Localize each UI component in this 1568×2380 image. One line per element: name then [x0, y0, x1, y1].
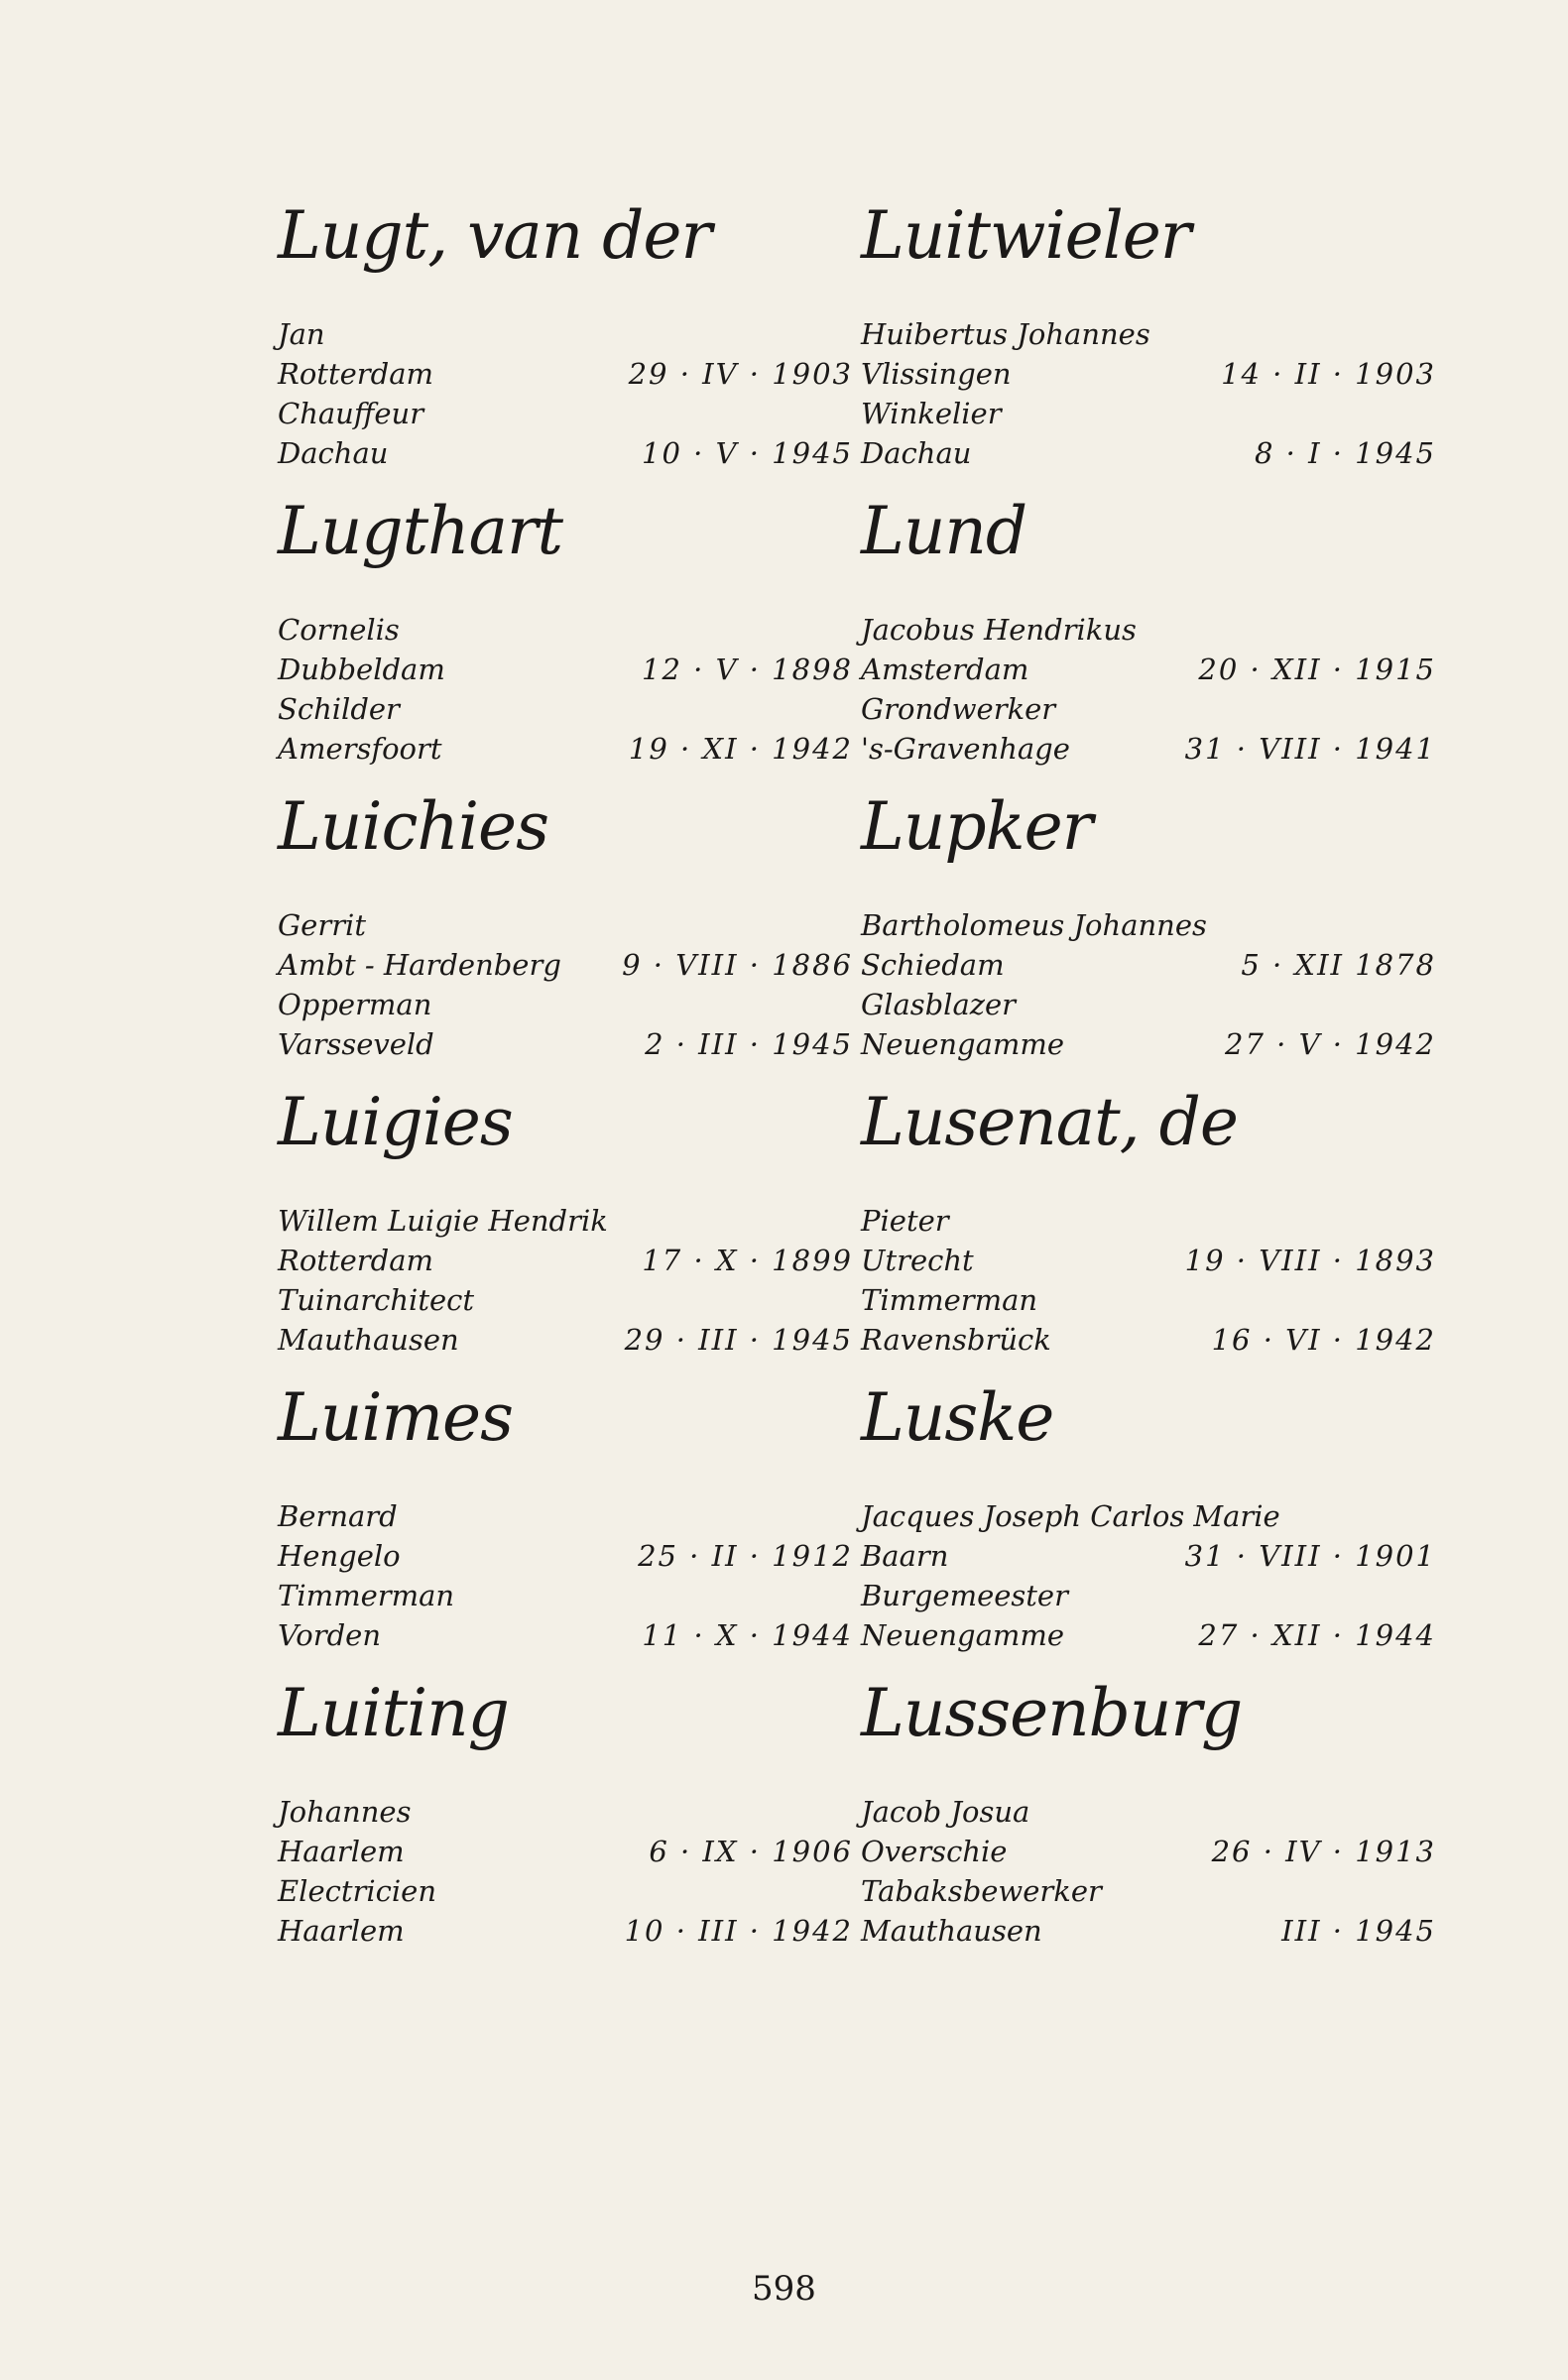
entry-luichies — [278, 788, 853, 1090]
death-line — [861, 433, 1436, 473]
death-date: 8 · I · 1945 — [1254, 436, 1436, 470]
death-date: 19 · XI · 1942 — [628, 732, 853, 766]
death-place: Dachau — [861, 436, 972, 470]
given-names: Huibertus Johannes — [861, 317, 1150, 351]
entry-luske — [861, 1379, 1436, 1681]
death-date: 2 · III · 1945 — [645, 1027, 853, 1061]
birth-date: 12 · V · 1898 — [642, 653, 853, 686]
left-column — [278, 197, 853, 1976]
surname: Lussenburg — [861, 1675, 1243, 1751]
given-names: Jacques Joseph Carlos Marie — [861, 1499, 1280, 1533]
death-date: 31 · VIII · 1941 — [1184, 732, 1436, 766]
death-line — [278, 433, 853, 473]
surname: Lund — [861, 493, 1027, 569]
death-date: 29 · III · 1945 — [624, 1323, 853, 1357]
surname: Lupker — [861, 788, 1093, 865]
birth-date: 26 · IV · 1913 — [1211, 1835, 1436, 1868]
given-names: Cornelis — [278, 613, 400, 647]
entry-luimes — [278, 1379, 853, 1681]
death-line — [861, 1024, 1436, 1064]
surname: Luitwieler — [861, 197, 1191, 274]
death-line — [861, 1320, 1436, 1360]
given-names: Bartholomeus Johannes — [861, 908, 1207, 942]
birth-line — [278, 1832, 853, 1871]
occupation: Burgemeester — [861, 1579, 1068, 1612]
occupation: Timmerman — [278, 1579, 455, 1612]
death-date: 10 · V · 1945 — [642, 436, 853, 470]
death-place: Dachau — [278, 436, 389, 470]
death-line — [861, 1615, 1436, 1655]
birth-date: 25 · II · 1912 — [638, 1539, 853, 1573]
death-place: Mauthausen — [861, 1914, 1042, 1948]
birth-place: Baarn — [861, 1539, 949, 1573]
birth-place: Hengelo — [278, 1539, 401, 1573]
birth-place: Amsterdam — [861, 653, 1029, 686]
birth-line — [861, 354, 1436, 394]
death-place: Ravensbrück — [861, 1323, 1051, 1357]
entry-lugthart — [278, 493, 853, 794]
entry-lussenburg — [861, 1675, 1436, 1976]
surname: Luimes — [278, 1379, 513, 1456]
death-line — [278, 1024, 853, 1064]
death-date: 27 · XII · 1944 — [1198, 1618, 1436, 1652]
birth-place: Haarlem — [278, 1835, 405, 1868]
surname: Lugthart — [278, 493, 563, 569]
surname: Luigies — [278, 1084, 513, 1160]
birth-place: Dubbeldam — [278, 653, 445, 686]
given-names: Pieter — [861, 1204, 949, 1238]
birth-line — [278, 945, 853, 985]
occupation: Glasblazer — [861, 988, 1017, 1021]
given-names: Jacobus Hendrikus — [861, 613, 1137, 647]
occupation: Opperman — [278, 988, 432, 1021]
birth-line — [861, 945, 1436, 985]
occupation: Grondwerker — [861, 692, 1056, 726]
death-date: III · 1945 — [1281, 1914, 1436, 1948]
birth-place: Rotterdam — [278, 1244, 433, 1277]
occupation: Tabaksbewerker — [861, 1874, 1102, 1908]
given-names: Jacob Josua — [861, 1795, 1030, 1829]
death-date: 16 · VI · 1942 — [1211, 1323, 1436, 1357]
death-line — [278, 1911, 853, 1951]
death-line — [278, 1615, 853, 1655]
birth-place: Rotterdam — [278, 357, 433, 391]
death-line — [278, 729, 853, 769]
birth-line — [861, 1241, 1436, 1280]
given-names: Gerrit — [278, 908, 366, 942]
death-place: Varsseveld — [278, 1027, 434, 1061]
entry-luigies — [278, 1084, 853, 1385]
birth-date: 29 · IV · 1903 — [628, 357, 853, 391]
entry-lugt-van-der — [278, 197, 853, 499]
death-place: Neuengamme — [861, 1618, 1065, 1652]
birth-line — [278, 354, 853, 394]
birth-date: 6 · IX · 1906 — [649, 1835, 853, 1868]
occupation: Schilder — [278, 692, 400, 726]
birth-line — [861, 650, 1436, 689]
page-number: 598 — [752, 2269, 816, 2309]
birth-date: 9 · VIII · 1886 — [622, 948, 853, 982]
entry-lupker — [861, 788, 1436, 1090]
death-place: Amersfoort — [278, 732, 442, 766]
occupation: Chauffeur — [278, 397, 424, 430]
given-names: Jan — [278, 317, 325, 351]
death-date: 27 · V · 1942 — [1225, 1027, 1436, 1061]
occupation: Electricien — [278, 1874, 436, 1908]
birth-place: Utrecht — [861, 1244, 974, 1277]
birth-place: Ambt - Hardenberg — [278, 948, 561, 982]
death-place: Haarlem — [278, 1914, 405, 1948]
entry-lund — [861, 493, 1436, 794]
birth-date: 17 · X · 1899 — [642, 1244, 853, 1277]
occupation: Winkelier — [861, 397, 1002, 430]
death-place: Vorden — [278, 1618, 382, 1652]
birth-line — [278, 650, 853, 689]
birth-date: 5 · XII 1878 — [1241, 948, 1436, 982]
occupation: Tuinarchitect — [278, 1283, 475, 1317]
birth-date: 20 · XII · 1915 — [1198, 653, 1436, 686]
birth-line — [861, 1832, 1436, 1871]
birth-date: 14 · II · 1903 — [1221, 357, 1436, 391]
birth-place: Schiedam — [861, 948, 1005, 982]
birth-line — [278, 1536, 853, 1576]
surname: Lusenat, de — [861, 1084, 1238, 1160]
death-date: 10 · III · 1942 — [624, 1914, 853, 1948]
death-line — [278, 1320, 853, 1360]
surname: Lugt, van der — [278, 197, 712, 274]
birth-place: Overschie — [861, 1835, 1008, 1868]
entry-luitwieler — [861, 197, 1436, 499]
birth-date: 19 · VIII · 1893 — [1184, 1244, 1436, 1277]
surname: Luichies — [278, 788, 548, 865]
death-place: 's-Gravenhage — [861, 732, 1070, 766]
given-names: Bernard — [278, 1499, 398, 1533]
entry-lusenat-de — [861, 1084, 1436, 1385]
death-place: Mauthausen — [278, 1323, 459, 1357]
birth-line — [278, 1241, 853, 1280]
death-line — [861, 729, 1436, 769]
death-line — [861, 1911, 1436, 1951]
birth-line — [861, 1536, 1436, 1576]
given-names: Willem Luigie Hendrik — [278, 1204, 608, 1238]
right-column — [861, 197, 1436, 1976]
death-date: 11 · X · 1944 — [642, 1618, 853, 1652]
death-place: Neuengamme — [861, 1027, 1065, 1061]
given-names: Johannes — [278, 1795, 412, 1829]
surname: Luiting — [278, 1675, 509, 1751]
occupation: Timmerman — [861, 1283, 1038, 1317]
surname: Luske — [861, 1379, 1054, 1456]
birth-date: 31 · VIII · 1901 — [1184, 1539, 1436, 1573]
birth-place: Vlissingen — [861, 357, 1012, 391]
entry-luiting — [278, 1675, 853, 1976]
